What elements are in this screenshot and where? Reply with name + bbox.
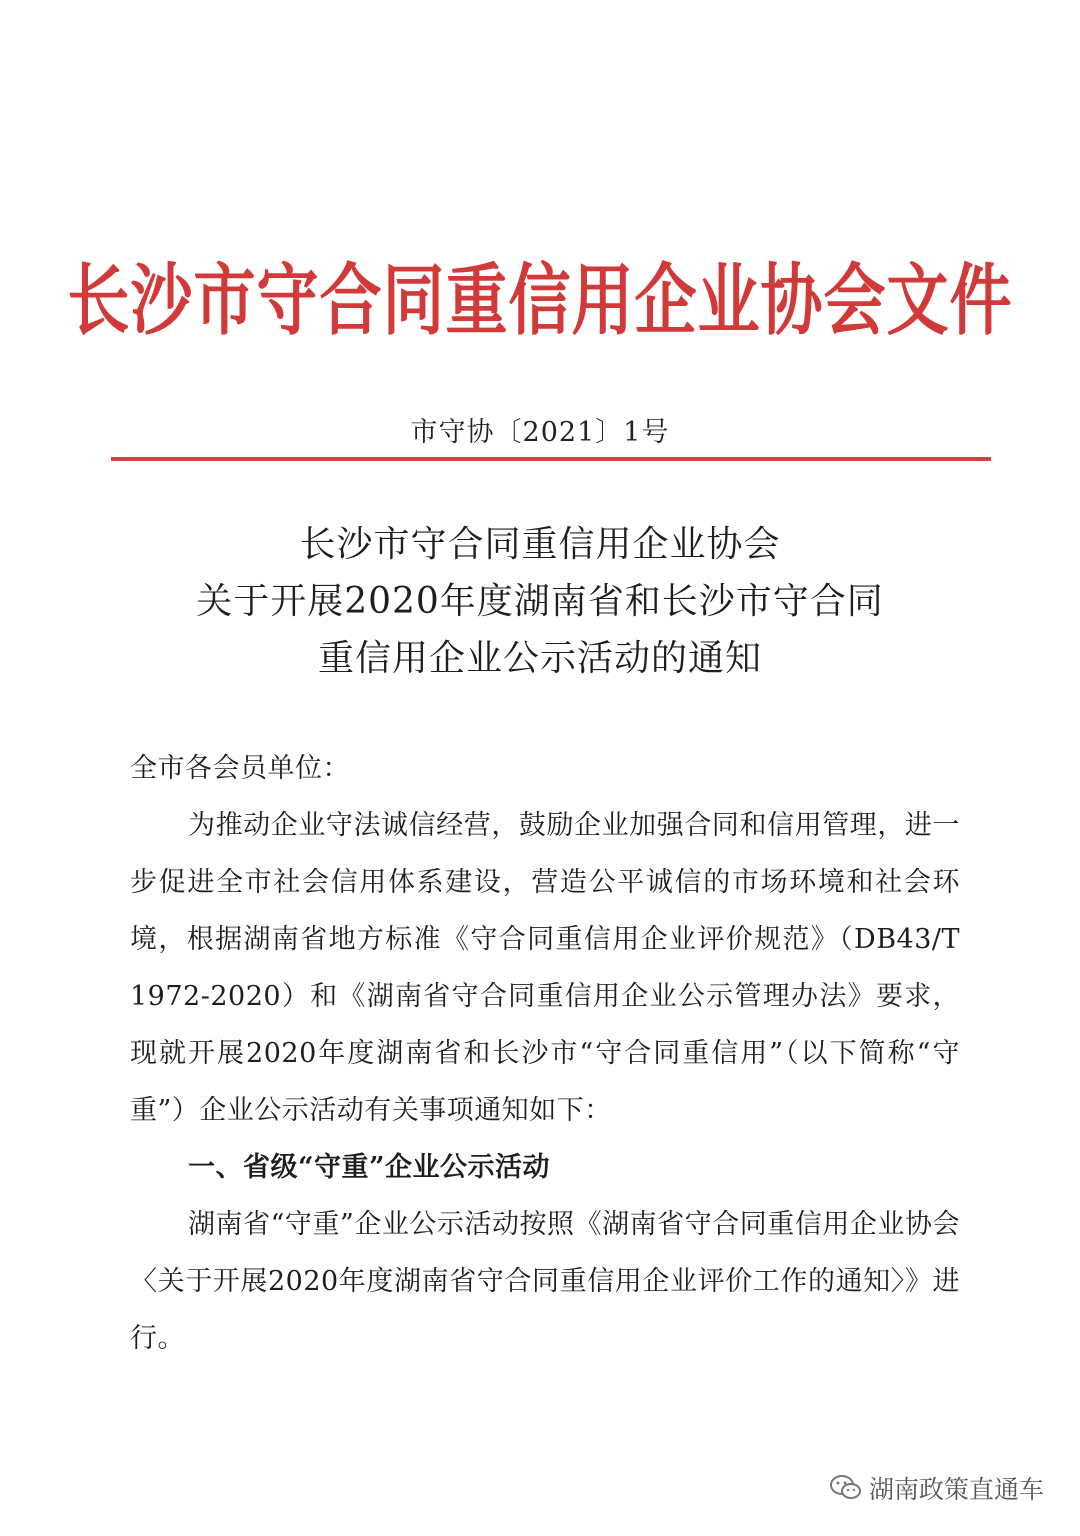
paragraph-section-1: 湖南省“守重”企业公示活动按照《湖南省守合同重信用企业协会〈关于开展2020年度湖南省守合同重信用企业评价工作的通知〉》进行。 [130,1209,960,1354]
notice-title [0,516,1080,687]
red-divider-line [111,457,991,461]
notice-body [130,740,960,1367]
salutation: 全市各会员单位： [130,753,350,784]
watermark-text: 湖南政策直通车 [868,1475,1044,1504]
title-line: 长沙市守合同重信用企业协会 [299,524,781,565]
section-heading: 一、省级“守重”企业公示活动 [188,1152,551,1183]
wechat-icon [829,1473,863,1503]
paragraph-intro: 为推动企业守法诚信经营，鼓励企业加强合同和信用管理，进一步促进全市社会信用体系建设，营造公平诚信的市场环境和社会环境，根据湖南省地方标准《守合同重信用企业评价规范》（DB43/T 1972-2020）和《湖南省守合同重信用企业公示管理办法》要求，现就开展2020年度湖南省和长沙市“守合同重信用”（以下简称“守重”）企业公示活动有关事项通知如下： [130,810,960,1126]
watermark [829,1470,1044,1506]
document-number: 市守协〔2021〕1号 [410,417,670,448]
document-masthead: 长沙市守合同重信用企业协会文件 [67,254,1013,346]
title-line: 关于开展2020年度湖南省和长沙市守合同 [196,581,884,622]
title-line: 重信用企业公示活动的通知 [317,638,762,679]
